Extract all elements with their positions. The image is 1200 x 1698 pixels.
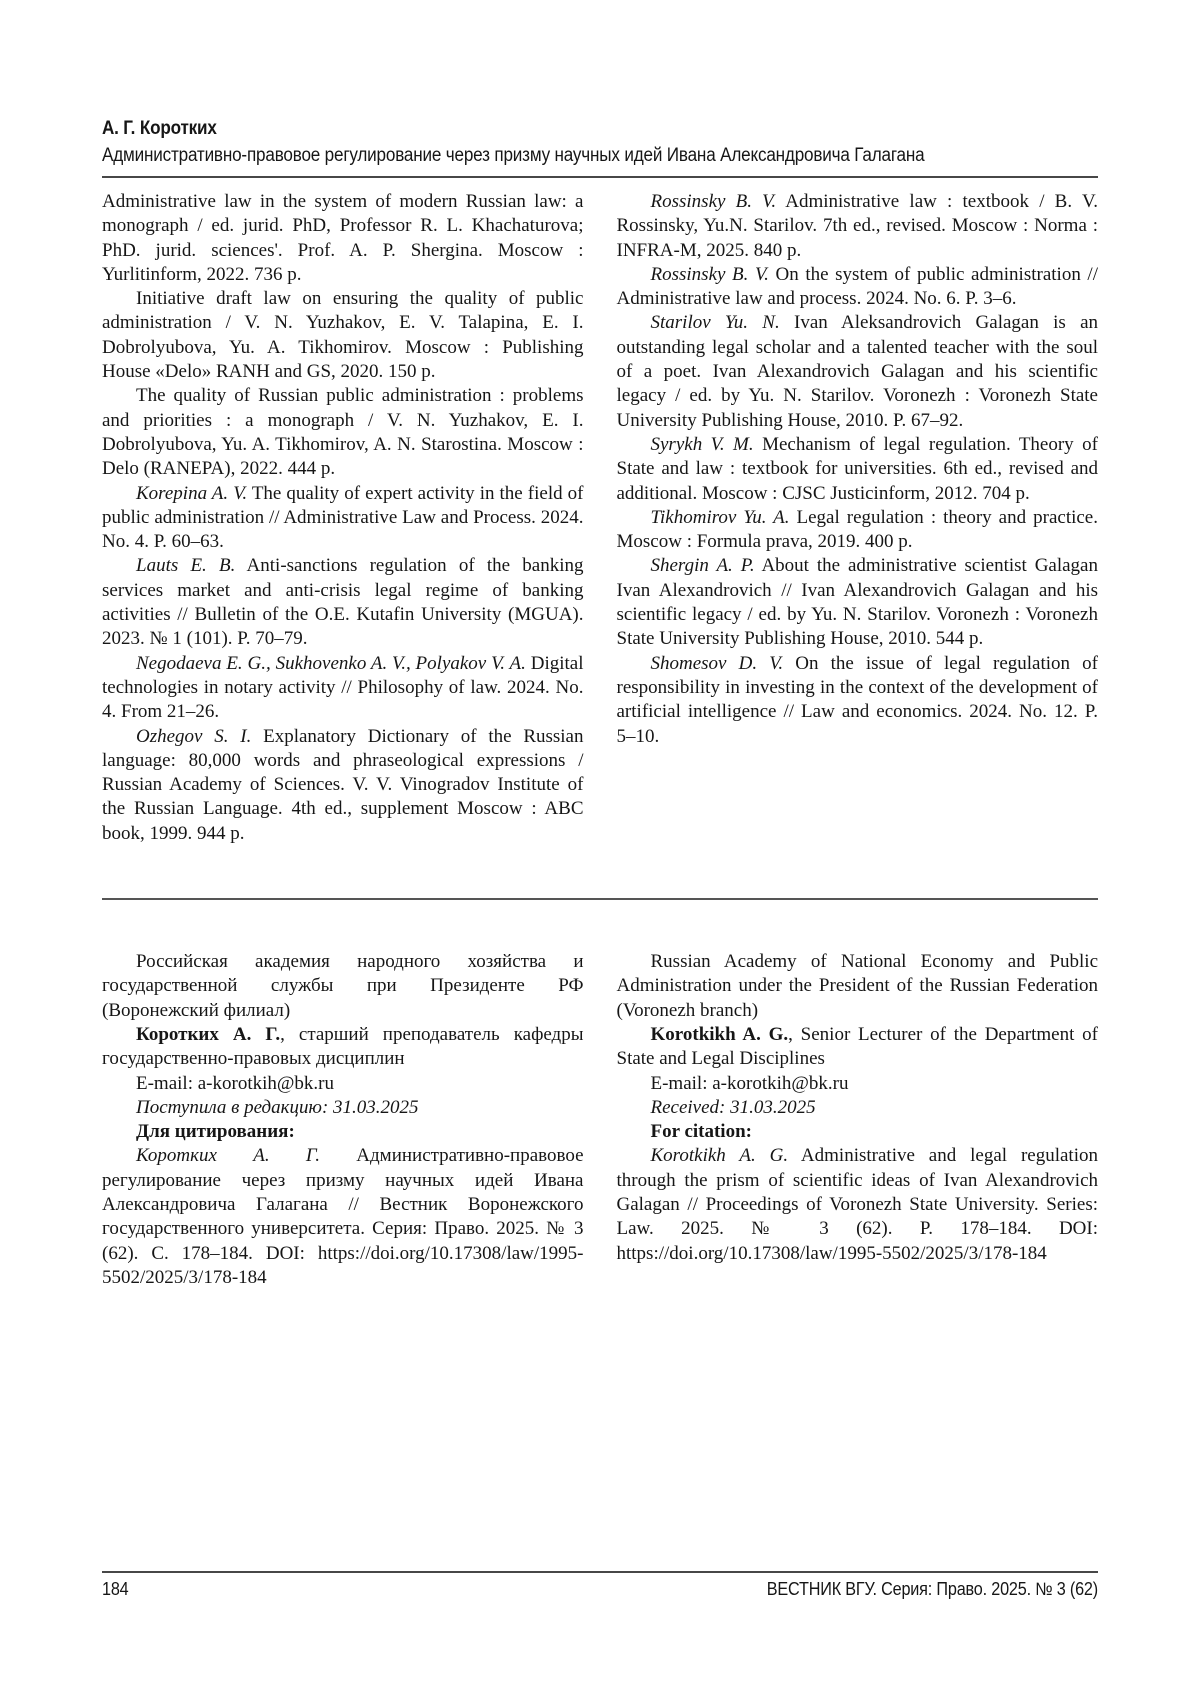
- journal-title: ВЕСТНИК ВГУ. Серия: Право. 2025. № 3 (62): [766, 1579, 1098, 1599]
- author-name: Korotkikh A. G.: [650, 1023, 789, 1045]
- running-header-author-line: [102, 116, 1098, 142]
- reference-text: Anti-sanctions regulation of the banking services market and anti-crisis legal regime of banking activities // Bulletin of the O.E. Kutafin University (MGUA). 2023. № 1 (101). P. 70–79.: [102, 555, 584, 650]
- reference-item: [617, 554, 1099, 651]
- citation-author: Коротких А. Г.: [136, 1145, 320, 1167]
- email-text: E-mail: a-korotkih@bk.ru: [650, 1072, 849, 1094]
- page-number: 184: [102, 1579, 129, 1599]
- citation-text: Administrative and legal regulation through the prism of scientific ideas of Ivan Alexandrovich Galagan // Proceedings of Voronezh State University. Series: Law. 2025. № 3 (62). P. 178–184. DOI: https://doi.org/10.17308/law/1995-5502/2025/3/178-184: [616, 1145, 1098, 1264]
- author-line-en: [617, 1023, 1099, 1072]
- affiliation-en: [617, 950, 1099, 1023]
- citation-label-text: Для цитирования:: [136, 1121, 295, 1143]
- reference-author: Shergin A. P.: [650, 555, 755, 577]
- author-name: Коротких А. Г.: [136, 1023, 281, 1045]
- reference-author: Starilov Yu. N.: [650, 312, 780, 334]
- footer-row: [102, 1573, 1098, 1600]
- reference-text: Explanatory Dictionary of the Russian language: 80,000 words and phraseological expressions / Russian Academy of Sciences. V. V. Vinogradov Institute of the Russian Language. 4th ed., supplement Moscow : ABC book, 1999. 944 p.: [102, 725, 584, 844]
- reference-author: Rossinsky B. V.: [650, 263, 769, 285]
- reference-text: Mechanism of legal regulation. Theory of State and law : textbook for universities. 6th ed., revised and additional. Moscow : CJSC Justicinform, 2012. 704 p.: [616, 433, 1098, 504]
- citation-ru: [102, 1144, 584, 1290]
- reference-item: [617, 652, 1099, 749]
- reference-item: [102, 287, 584, 384]
- reference-text: Legal regulation : theory and practice. Moscow : Formula prava, 2019. 400 p.: [616, 506, 1098, 553]
- citation-text: Административно-правовое регулирование через призму научных идей Ивана Александровича Галагана // Вестник Воронежского государственного университета. Серия: Право. 2025. № 3 (62). С. 178–184. DOI: https://doi.org/10.17308/law/1995-5502/2025/3/178-184: [102, 1145, 584, 1288]
- reference-author: Syrykh V. M.: [650, 433, 754, 455]
- reference-author: Lauts E. B.: [136, 555, 236, 577]
- citation-label-ru: [102, 1120, 584, 1144]
- reference-author: Negodaeva E. G., Sukhovenko A. V., Polyakov V. A.: [136, 652, 526, 674]
- header-rule: [102, 176, 1098, 178]
- received-text: Received: 31.03.2025: [650, 1096, 816, 1118]
- reference-item: [617, 190, 1099, 263]
- references-left-column: [102, 190, 584, 846]
- reference-text: About the administrative scientist Galagan Ivan Alexandrovich // Ivan Alexandrovich Galagan and his scientific legacy / ed. by Yu. N. Starilov. Voronezh : Voronezh State University Publishing House, 2010. 544 p.: [616, 555, 1098, 650]
- reference-item: [102, 725, 584, 846]
- reference-item: [102, 652, 584, 725]
- reference-text: Digital technologies in notary activity // Philosophy of law. 2024. No. 4. From 21–26.: [102, 652, 584, 723]
- reference-item: [617, 263, 1099, 312]
- authors-info-ru-column: [102, 950, 584, 1290]
- reference-author: Ozhegov S. I.: [136, 725, 252, 747]
- affiliation-text: Russian Academy of National Economy and Public Administration under the President of the Russian Federation (Voronezh branch): [616, 951, 1098, 1021]
- received-line-en: [617, 1096, 1099, 1120]
- reference-text: Initiative draft law on ensuring the quality of public administration / V. N. Yuzhakov, E. V. Talapina, E. I. Dobrolyubova, Yu. A. Tikhomirov. Moscow : Publishing House «Delo» RANH and GS, 2020. 150 p.: [102, 288, 584, 383]
- citation-en: [617, 1144, 1099, 1265]
- reference-text: On the system of public administration // Administrative law and process. 2024. No. 6. P. 3–6.: [616, 263, 1098, 310]
- email-text: E-mail: a-korotkih@bk.ru: [136, 1072, 334, 1094]
- running-header: [102, 0, 1098, 178]
- running-header-author: А. Г. Коротких: [102, 118, 217, 139]
- citation-label-en: [617, 1120, 1099, 1144]
- affiliation-ru: [102, 950, 584, 1023]
- running-header-title-line: [102, 142, 1098, 169]
- reference-text: The quality of Russian public administration : problems and priorities : a monograph / V. N. Yuzhakov, E. I. Dobrolyubova, Yu. A. Tikhomirov, A. N. Starostina. Moscow : Delo (RANEPA), 2022. 444 p.: [102, 385, 584, 480]
- page-footer: [102, 1571, 1098, 1600]
- reference-item: [102, 384, 584, 481]
- citation-author: Korotkikh A. G.: [650, 1145, 789, 1167]
- running-header-title: Административно-правовое регулирование через призму научных идей Ивана Александровича Галагана: [102, 145, 925, 166]
- reference-text: On the issue of legal regulation of responsibility in investing in the context of the development of artificial intelligence // Law and economics. 2024. No. 12. P. 5–10.: [616, 652, 1099, 747]
- section-divider: [102, 898, 1098, 900]
- author-line-ru: [102, 1023, 584, 1072]
- reference-item: [617, 506, 1099, 555]
- author-role: , старший преподаватель кафедры государственно-правовых дисциплин: [102, 1023, 584, 1070]
- reference-text: The quality of expert activity in the field of public administration // Administrative Law and Process. 2024. No. 4. P. 60–63.: [102, 482, 584, 553]
- reference-author: Korepina A. V.: [136, 482, 248, 504]
- reference-text: Ivan Aleksandrovich Galagan is an outstanding legal scholar and a talented teacher with the soul of a poet. Ivan Alexandrovich Galagan and his scientific legacy / ed. by Yu. N. Starilov. Voronezh : Voronezh State University Publishing House, 2010. P. 67–92.: [616, 312, 1098, 431]
- reference-text: Administrative law in the system of modern Russian law: a monograph / ed. jurid. PhD, Professor R. L. Khachaturova; PhD. jurid. sciences'. Prof. A. P. Shergina. Moscow : Yurlitinform, 2022. 736 p.: [102, 191, 584, 285]
- author-role: , Senior Lecturer of the Department of State and Legal Disciplines: [616, 1023, 1098, 1070]
- received-line-ru: [102, 1096, 584, 1120]
- reference-author: Rossinsky B. V.: [650, 191, 777, 212]
- reference-text: Administrative law : textbook / B. V. Rossinsky, Yu.N. Starilov. 7th ed., revised. Moscow : Norma : INFRA-M, 2025. 840 p.: [616, 191, 1098, 261]
- citation-label-text: For citation:: [650, 1121, 752, 1143]
- reference-item: [102, 482, 584, 555]
- reference-item: [617, 311, 1099, 432]
- reference-author: Shomesov D. V.: [650, 652, 784, 674]
- reference-item: [102, 554, 584, 651]
- references-right-column: [617, 190, 1099, 846]
- references-section: [102, 190, 1098, 846]
- affiliation-text: Российская академия народного хозяйства и государственной службы при Президенте РФ (Воронежский филиал): [102, 951, 584, 1021]
- received-text: Поступила в редакцию: 31.03.2025: [136, 1096, 419, 1118]
- authors-info-section: [102, 950, 1098, 1290]
- reference-author: Tikhomirov Yu. A.: [650, 506, 790, 528]
- authors-info-en-column: [617, 950, 1099, 1290]
- reference-item: [102, 190, 584, 287]
- reference-item: [617, 433, 1099, 506]
- email-line-en: [617, 1072, 1099, 1096]
- email-line-ru: [102, 1072, 584, 1096]
